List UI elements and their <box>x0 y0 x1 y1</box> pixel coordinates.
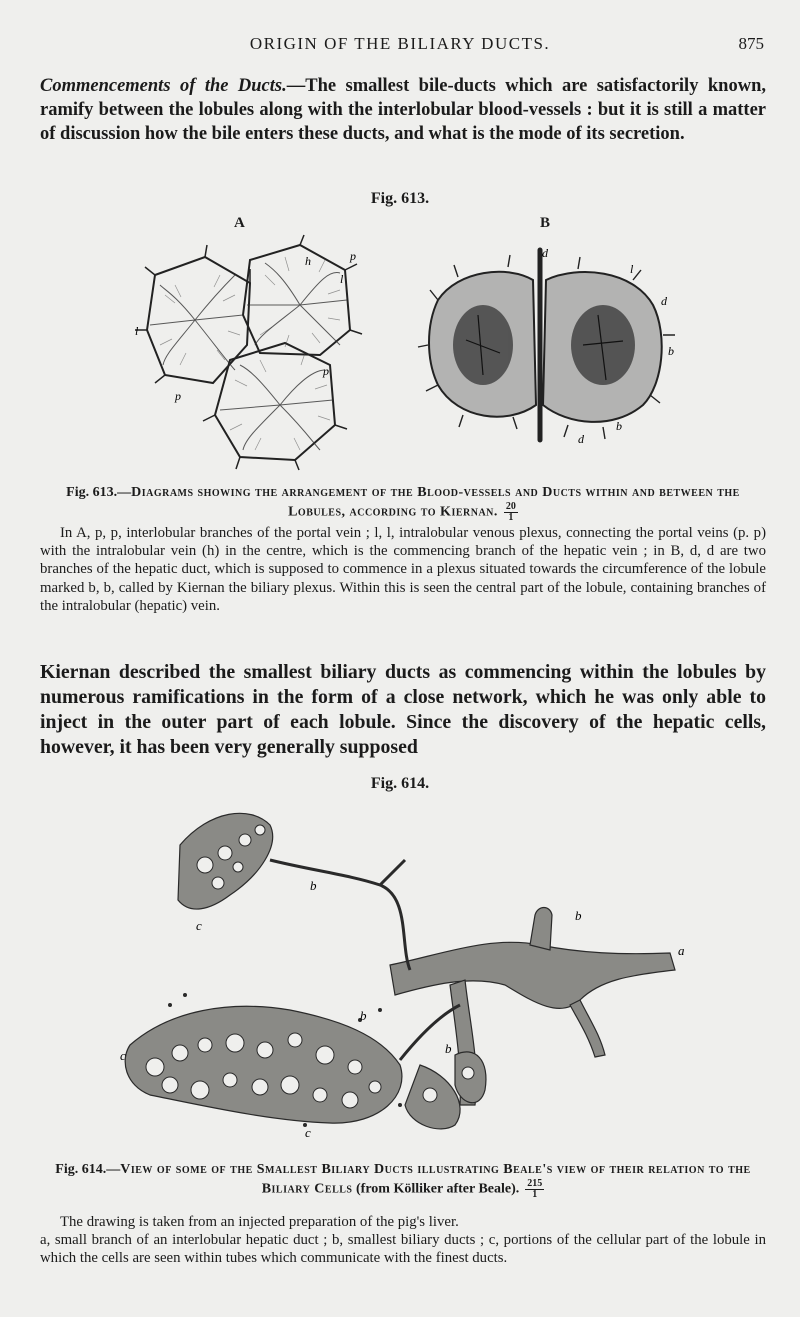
figure-613-caption-text: Diagrams showing the arrangement of the Blood-vessels and Ducts within and between the Lobules, according to Kiernan. <box>131 485 740 520</box>
figure-613-explanation-text: In A, p, p, interlobular branches of the portal vein ; l, l, intralobular venous plexus, connecting the portal veins (p. p) with the intralobular vein (h) in the centre, which is the commencing branch of the hepatic vein ; in B, d, d are two branches of the hepatic duct, which is supposed to commence in a plexus situated towards the circumference of the lobule marked b, b, called by Kiernan the biliary plexus. Within this is seen the central part of the lobule, containing branches of the intralobular (hepatic) vein. <box>40 525 766 614</box>
figure-614-drawing <box>110 805 700 1145</box>
figure-614-mark-1: b <box>575 908 582 923</box>
figure-613-magnification-num: 20 <box>505 501 516 512</box>
running-title: ORIGIN OF THE BILIARY DUCTS. <box>249 34 551 53</box>
paragraph-lead: Commencements of the Ducts. <box>40 76 287 96</box>
figure-613-label: Fig. 613. <box>370 190 430 207</box>
figure-613-b-mark-2: d <box>578 432 584 446</box>
figure-613-panel-b-letter: B <box>540 215 551 231</box>
figure-613-a-mark-3: l <box>340 272 344 286</box>
figure-613-a-mark-0: p <box>350 249 356 263</box>
figure-613-b-mark-5: l <box>630 262 634 276</box>
figure-613-caption <box>40 484 766 523</box>
figure-613-b-mark-1: d <box>661 294 667 308</box>
figure-613-b-mark-4: b <box>668 344 674 358</box>
figure-614-mark-5: c <box>196 918 202 933</box>
figure-614-caption <box>40 1161 766 1200</box>
figure-614-mark-0: a <box>678 943 685 958</box>
duct-branch-down <box>570 1000 605 1057</box>
figure-614-caption-source: (from Kölliker after Beale). <box>356 1181 520 1197</box>
figure-614-mark-7: c <box>305 1125 311 1140</box>
paragraph-body: —The smallest bile-ducts which are satisfactorily known, ramify between the lobules along with the interlobular blood-vessels : but it is still a matter of discussion how the bile enters these ducts, and what is the mode of its secretion. <box>40 76 766 144</box>
figure-614-mark-4: b <box>445 1041 452 1056</box>
figure-613-a-mark-5: h <box>305 254 311 268</box>
figure-614-mark-3: b <box>360 1008 367 1023</box>
page-number: 875 <box>738 34 764 53</box>
figure-614-magnification <box>525 1179 544 1200</box>
figure-613-b-mark-0: d <box>542 246 548 260</box>
figure-614-explanation-line2: a, small branch of an interlobular hepatic duct ; b, smallest biliary ducts ; c, portions of the cellular part of the lobule in which the cells are seen within tubes which communicate with the finest ducts. <box>40 1232 766 1267</box>
figure-613-magnification <box>504 502 518 523</box>
duct-branch-up <box>530 908 552 951</box>
figure-613-explanation <box>40 524 766 615</box>
figure-613-panel-a-drawing <box>135 235 365 470</box>
figure-614-caption-text: View of some of the Smallest Biliary Ducts illustrating Beale's view of their relation to the Biliary Cells <box>120 1162 751 1197</box>
figure-614-caption-prefix: Fig. 614.— <box>55 1162 121 1177</box>
figure-613-panel-b-drawing <box>418 245 678 445</box>
figure-613-magnification-den: 1 <box>508 512 514 523</box>
figure-613-a-mark-4: p <box>175 389 181 403</box>
interlobular-duct <box>390 942 675 1008</box>
figure-614-magnification-den: 1 <box>532 1189 538 1200</box>
smallest-duct-2 <box>380 860 405 885</box>
figure-613-b-mark-3: b <box>616 419 622 433</box>
figure-613-a-mark-1: l <box>135 324 139 338</box>
paragraph-kiernan <box>40 660 766 760</box>
figure-614-mark-6: c <box>120 1048 126 1063</box>
figure-613-caption-prefix: Fig. 613.— <box>66 485 132 500</box>
figure-614-explanation <box>40 1213 766 1268</box>
figure-614-label: Fig. 614. <box>370 775 430 792</box>
running-head <box>0 34 800 56</box>
figure-613-panel-a-letter: A <box>234 215 245 231</box>
figure-614-explanation-line1: The drawing is taken from an injected preparation of the pig's liver. <box>60 1214 459 1230</box>
figure-614-mark-2: b <box>310 878 317 893</box>
paragraph-commencements <box>40 74 766 146</box>
figure-614-magnification-num: 215 <box>527 1178 543 1189</box>
figure-613-a-mark-2: p <box>323 364 329 378</box>
paragraph-kiernan-text: Kiernan described the smallest biliary ducts as commencing within the lobules by numerous ramifications in the form of a close network, which he was only able to inject in the outer part of each lobule. Since the discovery of the hepatic cells, however, it has been very generally supposed <box>40 661 766 758</box>
